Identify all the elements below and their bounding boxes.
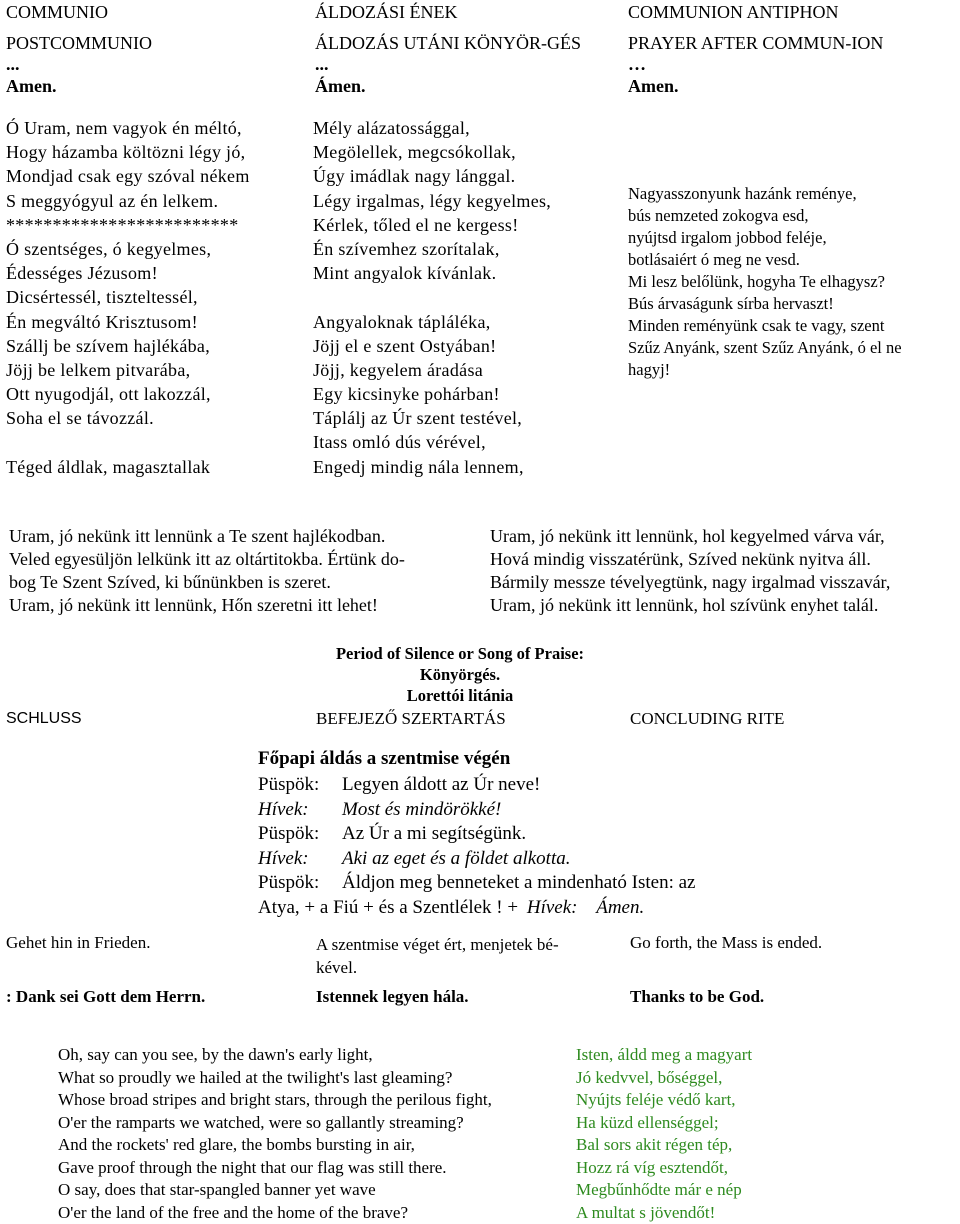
blessing-amen: Ámen. [596, 897, 644, 918]
hymn2-line [313, 285, 551, 309]
hymn1-line: Ó szentséges, ó kegyelmes, [6, 237, 250, 261]
speaker-faithful: Hívek: [258, 798, 342, 823]
anthem-hu-line: A multat s jövendőt! [576, 1202, 752, 1224]
blessing-line [258, 847, 696, 872]
hymn1-line: Téged áldlak, magasztallak [6, 455, 250, 479]
hymn1-line: S meggyógyul az én lelkem. [6, 189, 250, 213]
anthem-hu-line: Bal sors akit régen tép, [576, 1134, 752, 1157]
col3-dots: … [628, 54, 646, 75]
anthem-en-line: Oh, say can you see, by the dawn's early light, [58, 1044, 492, 1067]
hymn1-line: Én megváltó Krisztusom! [6, 310, 250, 334]
col3-subtitle: PRAYER AFTER COMMUN-ION [628, 33, 883, 54]
blessing-text: Atya, + a Fiú + és a Szentlélek ! + [258, 897, 518, 918]
col2-dots: ... [315, 54, 329, 75]
blessing-line [258, 871, 696, 896]
refrain-right-line: Uram, jó nekünk itt lennünk, hol kegyelmed várva vár, [490, 525, 890, 548]
hymn1-line: Hogy házamba költözni légy jó, [6, 140, 250, 164]
blessing-dialogue [258, 773, 696, 920]
hymn3-line: bús nemzeted zokogva esd, [628, 205, 954, 227]
hymn1-line: Soha el se távozzál. [6, 406, 250, 430]
anthem-hu-line: Megbűnhődte már e nép [576, 1179, 752, 1202]
refrain-left [9, 525, 405, 617]
hymn3-line: Minden reményünk csak te vagy, szent [628, 315, 954, 337]
col3-amen: Amen. [628, 76, 679, 97]
dismissal-hu-line: kével. [316, 956, 559, 979]
dismissal-hu-line: A szentmise véget ért, menjetek bé- [316, 933, 559, 956]
hymn2-line: Légy irgalmas, légy kegyelmes, [313, 189, 551, 213]
hymn2-line: Megölellek, megcsókollak, [313, 140, 551, 164]
response-en: Thanks to be God. [630, 987, 764, 1007]
hymn2-line: Itass omló dús vérével, [313, 430, 551, 454]
silence-line: Könyörgés. [300, 664, 620, 685]
col3-title: COMMUNION ANTIPHON [628, 2, 839, 23]
hymn2-line: Kérlek, tőled el ne kergess! [313, 213, 551, 237]
anthem-hu-line: Isten, áldd meg a magyart [576, 1044, 752, 1067]
anthem-hungarian [576, 1044, 752, 1224]
hymn3-line: Mi lesz belőlünk, hogyha Te elhagysz? [628, 271, 954, 293]
speaker-bishop: Püspök: [258, 822, 342, 847]
hymn1-line: Ó Uram, nem vagyok én méltó, [6, 116, 250, 140]
schluss-label: SCHLUSS [6, 710, 82, 728]
hymn2-line: Angyaloknak tápláléka, [313, 310, 551, 334]
response-hu: Istennek legyen hála. [316, 987, 469, 1007]
blessing-text: Legyen áldott az Úr neve! [342, 774, 540, 795]
speaker-bishop: Püspök: [258, 871, 342, 896]
refrain-right-line: Hová mindig visszatérünk, Szíved nekünk nyitva áll. [490, 548, 890, 571]
hymn2-line: Én szívemhez szorítalak, [313, 237, 551, 261]
hymn2-line: Jöjj el e szent Ostyában! [313, 334, 551, 358]
blessing-text: Most és mindörökké! [342, 799, 501, 820]
hymn1-line: Ott nyugodjál, ott lakozzál, [6, 382, 250, 406]
anthem-hu-line: Jó kedvvel, bőséggel, [576, 1067, 752, 1090]
speaker-faithful: Hívek: [527, 897, 578, 918]
hymn1-line: Dicsértessél, tiszteltessél, [6, 285, 250, 309]
refrain-left-line: Uram, jó nekünk itt lennünk a Te szent hajlékodban. [9, 525, 405, 548]
hymn2-line: Úgy imádlak nagy lánggal. [313, 164, 551, 188]
hymn3-line: Nagyasszonyunk hazánk reménye, [628, 183, 954, 205]
blessing-line [258, 896, 696, 921]
hymn3-line: Bús árvaságunk sírba hervaszt! [628, 293, 954, 315]
silence-line: Lorettói litánia [300, 685, 620, 706]
anthem-en-line: Whose broad stripes and bright stars, through the perilous fight, [58, 1089, 492, 1112]
hymn3-line: Szűz Anyánk, szent Szűz Anyánk, ó el ne [628, 337, 954, 359]
col1-title: COMMUNIO [6, 2, 108, 23]
hymn2-line: Táplálj az Úr szent testével, [313, 406, 551, 430]
blessing-text: Aki az eget és a földet alkotta. [342, 848, 570, 869]
anthem-hu-line: Nyújts feléje védő kart, [576, 1089, 752, 1112]
hymn1-line: Mondjad csak egy szóval nékem [6, 164, 250, 188]
hymn1-line: Szállj be szívem hajlékába, [6, 334, 250, 358]
col1-amen: Amen. [6, 76, 57, 97]
anthem-en-line: O'er the ramparts we watched, were so gallantly streaming? [58, 1112, 492, 1135]
hymn1-line: Édességes Jézusom! [6, 261, 250, 285]
response-de: : Dank sei Gott dem Herrn. [6, 987, 205, 1007]
col1-subtitle: POSTCOMMUNIO [6, 33, 152, 54]
refrain-left-line: bog Te Szent Szíved, ki bűnünkben is szeret. [9, 571, 405, 594]
blessing-line [258, 773, 696, 798]
hymn-hungarian-1 [6, 116, 250, 479]
anthem-en-line: O'er the land of the free and the home of the brave? [58, 1202, 492, 1224]
hymn1-line: ************************* [6, 213, 250, 237]
hymn3-line: nyújtsd irgalom jobbod feléje, [628, 227, 954, 249]
refrain-right-line: Uram, jó nekünk itt lennünk, hol szívünk enyhet talál. [490, 594, 890, 617]
col2-amen: Ámen. [315, 76, 366, 97]
concluding-en-label: CONCLUDING RITE [630, 709, 784, 729]
blessing-text: Áldjon meg benneteket a mindenható Isten: az [342, 872, 696, 893]
blessing-line [258, 798, 696, 823]
col2-title: ÁLDOZÁSI ÉNEK [315, 2, 457, 23]
dismissal-en: Go forth, the Mass is ended. [630, 933, 822, 953]
speaker-bishop: Püspök: [258, 773, 342, 798]
refrain-right [490, 525, 890, 617]
concluding-hu-label: BEFEJEZŐ SZERTARTÁS [316, 709, 506, 729]
hymn2-line: Engedj mindig nála lennem, [313, 455, 551, 479]
hymn2-line: Egy kicsinyke pohárban! [313, 382, 551, 406]
anthem-en-line: Gave proof through the night that our flag was still there. [58, 1157, 492, 1180]
anthem-hu-line: Hozz rá víg esztendőt, [576, 1157, 752, 1180]
refrain-left-line: Uram, jó nekünk itt lennünk, Hőn szeretni itt lehet! [9, 594, 405, 617]
anthem-en-line: And the rockets' red glare, the bombs bursting in air, [58, 1134, 492, 1157]
refrain-right-line: Bármily messze tévelyegtünk, nagy irgalmad visszavár, [490, 571, 890, 594]
silence-heading [300, 643, 620, 706]
blessing-title: Főpapi áldás a szentmise végén [258, 748, 510, 770]
hymn-hungarian-2 [313, 116, 551, 479]
hymn1-line [6, 430, 250, 454]
blessing-text: Az Úr a mi segítségünk. [342, 823, 526, 844]
hymn-hungarian-3 [628, 183, 954, 381]
anthem-en-line: O say, does that star-spangled banner yet wave [58, 1179, 492, 1202]
dismissal-hu [316, 933, 559, 979]
dismissal-de: Gehet hin in Frieden. [6, 933, 150, 953]
refrain-left-line: Veled egyesüljön lelkünk itt az oltártitokba. Értünk do- [9, 548, 405, 571]
col2-subtitle: ÁLDOZÁS UTÁNI KÖNYÖR-GÉS [315, 33, 581, 54]
anthem-hu-line: Ha küzd ellenséggel; [576, 1112, 752, 1135]
hymn2-line: Jöjj, kegyelem áradása [313, 358, 551, 382]
hymn3-line: botlásaiért ó meg ne vesd. [628, 249, 954, 271]
blessing-line [258, 822, 696, 847]
anthem-english [58, 1044, 492, 1224]
hymn2-line: Mély alázatossággal, [313, 116, 551, 140]
hymn2-line: Mint angyalok kívánlak. [313, 261, 551, 285]
hymn1-line: Jöjj be lelkem pitvarába, [6, 358, 250, 382]
anthem-en-line: What so proudly we hailed at the twilight's last gleaming? [58, 1067, 492, 1090]
col1-dots: ... [6, 54, 20, 75]
hymn3-line: hagyj! [628, 359, 954, 381]
speaker-faithful: Hívek: [258, 847, 342, 872]
silence-line: Period of Silence or Song of Praise: [300, 643, 620, 664]
